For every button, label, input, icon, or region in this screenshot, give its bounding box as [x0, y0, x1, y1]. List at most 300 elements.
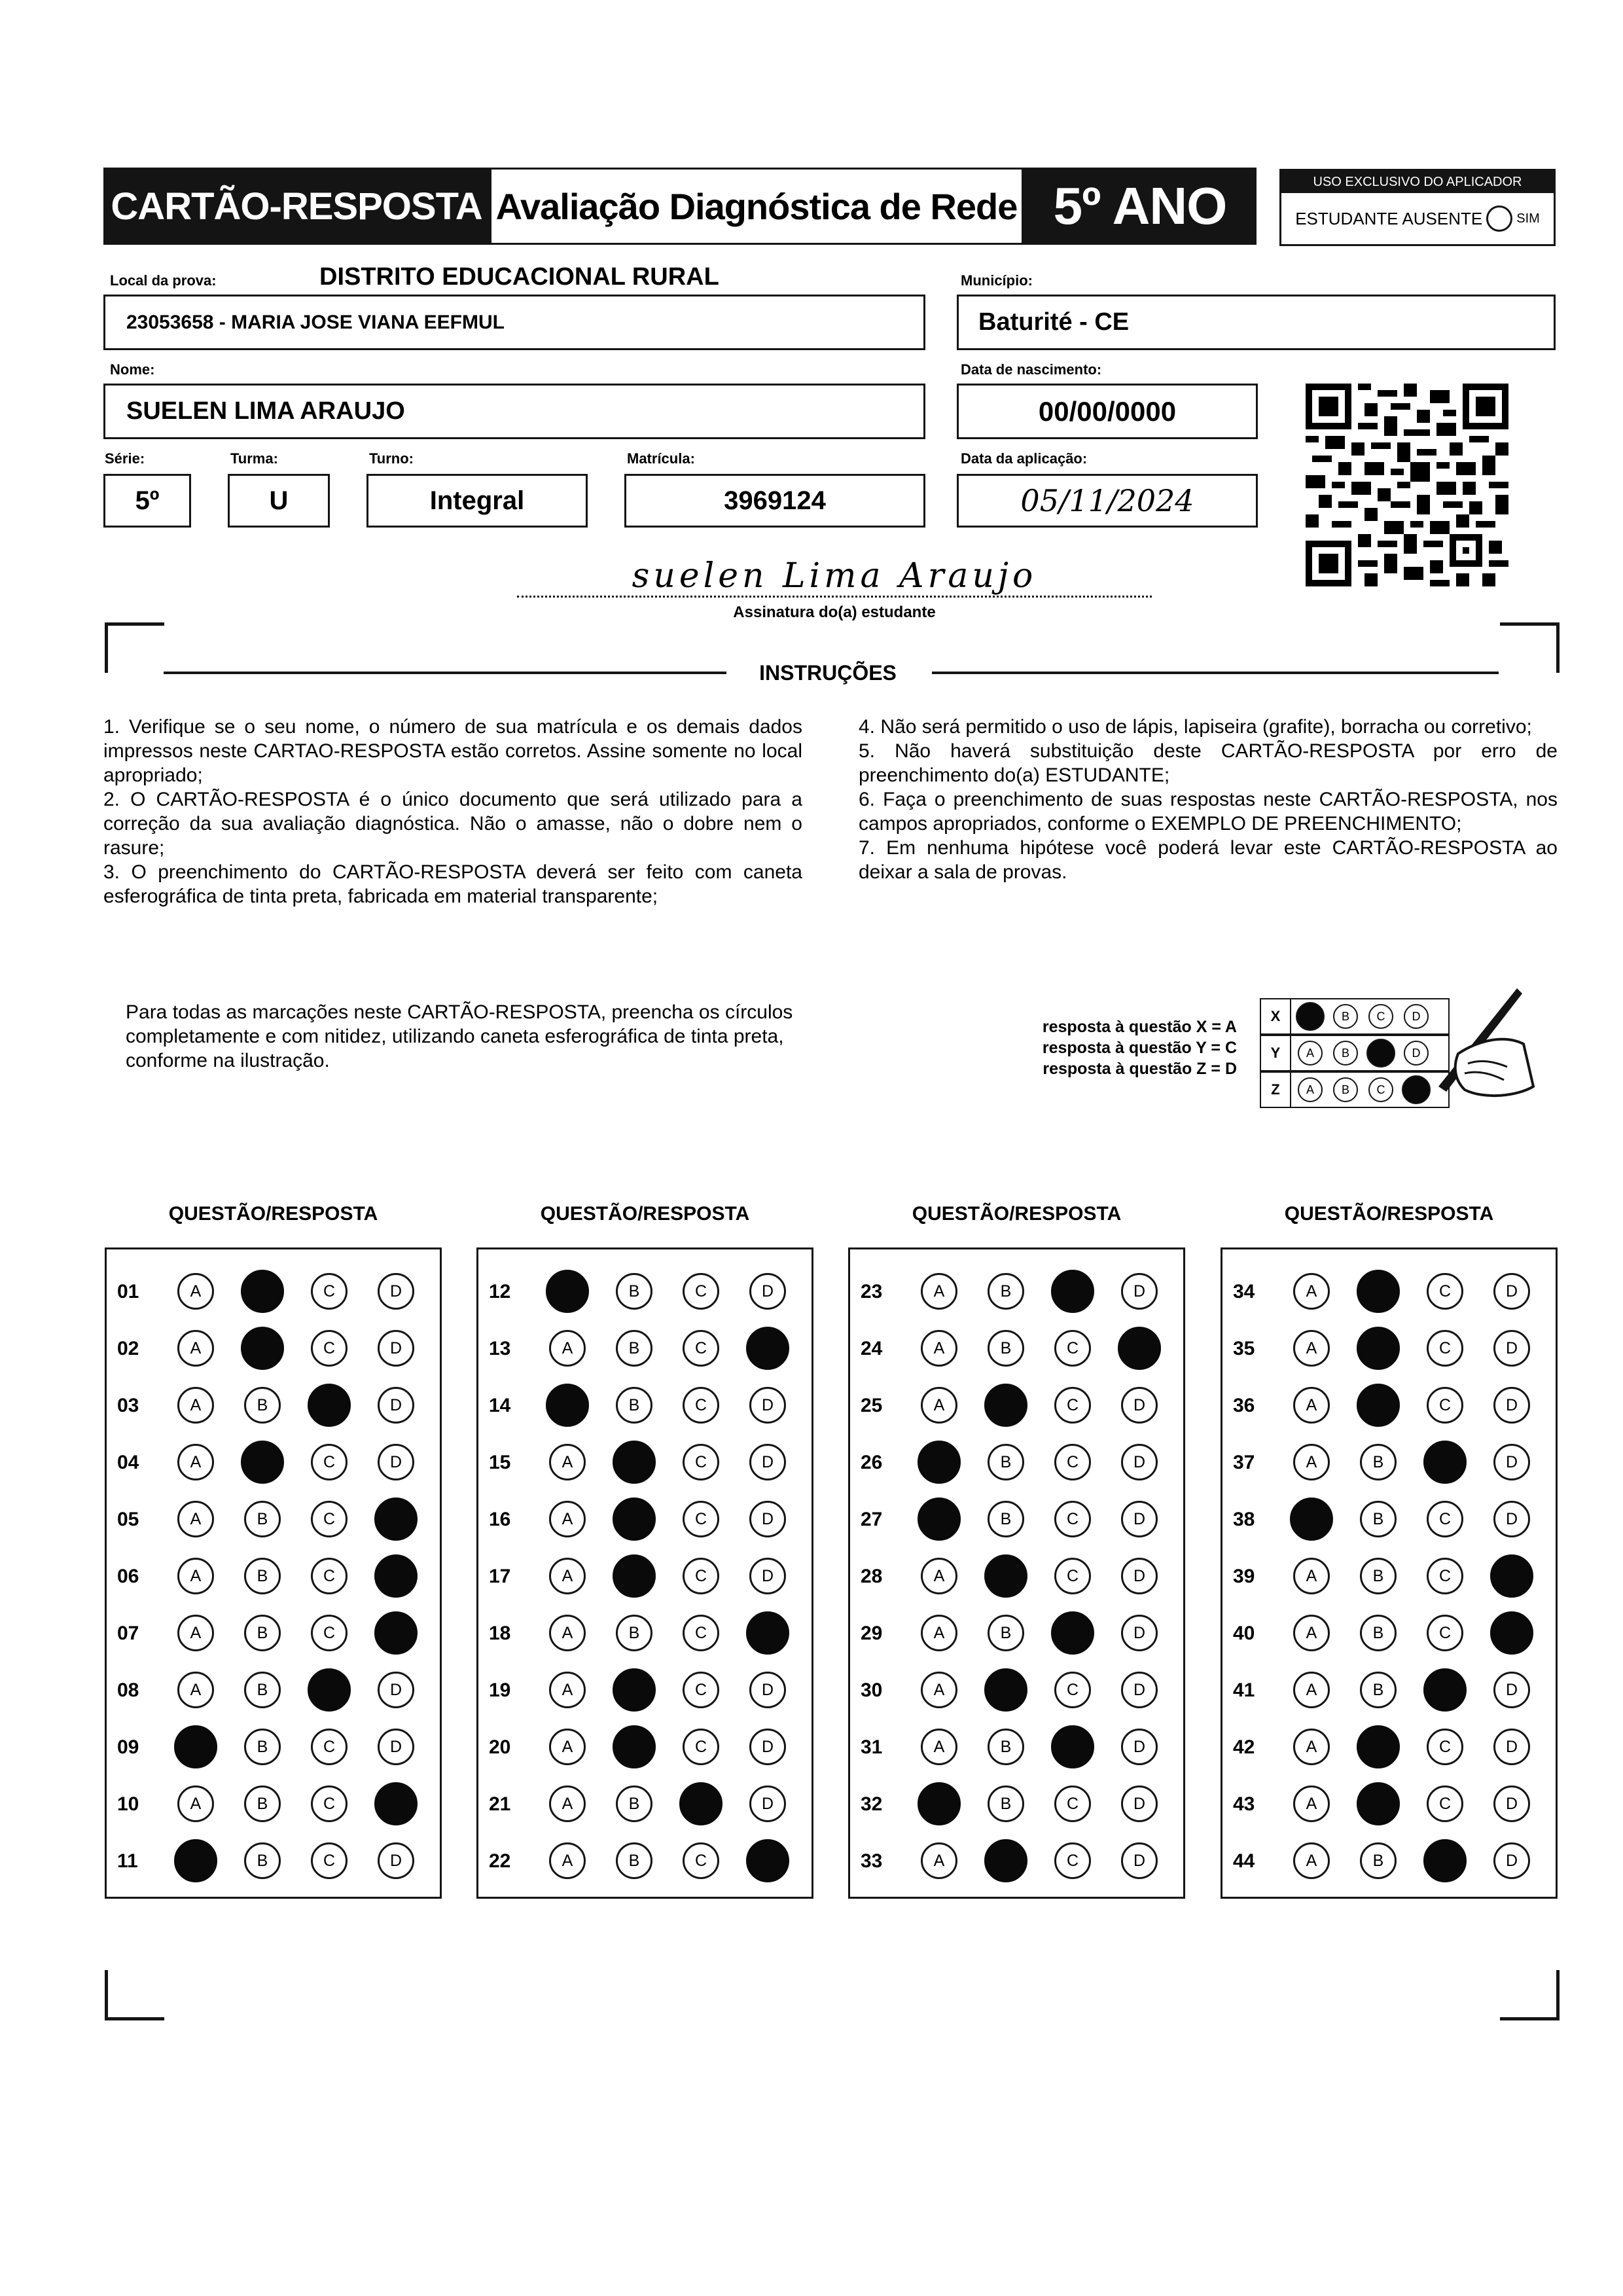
- bubble-12-B[interactable]: B: [616, 1273, 652, 1310]
- bubble-24-B[interactable]: B: [988, 1330, 1024, 1367]
- question-row-19: [478, 1672, 812, 1710]
- bubble-44-A[interactable]: A: [1293, 1842, 1330, 1879]
- bubble-31-D[interactable]: D: [1121, 1729, 1158, 1765]
- bubble-23-B[interactable]: B: [988, 1273, 1024, 1310]
- answer-panel-1: [105, 1247, 442, 1899]
- question-number: 22: [489, 1850, 511, 1872]
- instruction-1: 1. Verifique se o seu nome, o número de sua matrícula e os demais dados impressos neste CARTAO-RESPOSTA estão corretos. Assine somente no local apropriado;: [103, 716, 802, 786]
- bubble-10-D[interactable]: [374, 1782, 418, 1825]
- question-row-35: [1222, 1330, 1556, 1368]
- bubble-25-B[interactable]: [984, 1384, 1027, 1427]
- bubble-15-D[interactable]: D: [749, 1444, 786, 1480]
- question-row-27: [850, 1501, 1183, 1539]
- bubble-24-D[interactable]: [1118, 1327, 1161, 1370]
- bubble-43-A[interactable]: A: [1293, 1785, 1330, 1822]
- question-number: 06: [117, 1566, 139, 1587]
- question-row-32: [850, 1785, 1183, 1823]
- absent-label: ESTUDANTE AUSENTE: [1295, 208, 1483, 228]
- bubble-09-A[interactable]: [174, 1725, 217, 1768]
- bubble-20-A[interactable]: A: [549, 1729, 586, 1765]
- nascimento-field: [957, 384, 1258, 439]
- bubble-40-D[interactable]: [1490, 1611, 1533, 1655]
- question-row-40: [1222, 1615, 1556, 1653]
- bubble-08-A[interactable]: A: [177, 1672, 214, 1708]
- bubble-07-C[interactable]: C: [311, 1615, 348, 1651]
- bubble-28-C[interactable]: C: [1054, 1558, 1091, 1594]
- bubble-06-A[interactable]: A: [177, 1558, 214, 1594]
- question-number: 07: [117, 1623, 139, 1644]
- instruction-4: 4. Não será permitido o uso de lápis, lapiseira (grafite), borracha ou corretivo;: [859, 716, 1532, 738]
- school-value: 23053658 - MARIA JOSE VIANA EEFMUL: [126, 311, 505, 333]
- bubble-43-D[interactable]: D: [1493, 1785, 1530, 1822]
- answer-column-title-2: QUESTÃO/RESPOSTA: [540, 1203, 750, 1225]
- municipio-value: Baturité - CE: [978, 308, 1130, 336]
- bubble-41-B[interactable]: B: [1360, 1672, 1397, 1708]
- bubble-35-B[interactable]: [1357, 1327, 1400, 1370]
- instruction-3: 3. O preenchimento do CARTÃO-RESPOSTA deverá ser feito com caneta esferográfica de tinta preta, fabricada em material transparente;: [103, 861, 802, 907]
- bubble-38-B[interactable]: B: [1360, 1501, 1397, 1537]
- bubble-20-B[interactable]: [613, 1725, 656, 1768]
- bubble-21-C[interactable]: [679, 1782, 722, 1825]
- bubble-29-C[interactable]: [1051, 1611, 1094, 1655]
- bubble-19-A[interactable]: A: [549, 1672, 586, 1708]
- question-number: 19: [489, 1679, 511, 1701]
- bubble-06-C[interactable]: C: [311, 1558, 348, 1594]
- bubble-39-B[interactable]: B: [1360, 1558, 1397, 1594]
- question-row-36: [1222, 1387, 1556, 1425]
- card-title: CARTÃO-RESPOSTA: [103, 168, 490, 245]
- bubble-16-A[interactable]: A: [549, 1501, 586, 1537]
- question-number: 05: [117, 1509, 139, 1530]
- bubble-42-D[interactable]: D: [1493, 1729, 1530, 1765]
- bubble-26-D[interactable]: D: [1121, 1444, 1158, 1480]
- example-bubble-X-B: B: [1333, 1004, 1358, 1029]
- bubble-23-C[interactable]: [1051, 1270, 1094, 1313]
- bubble-27-C[interactable]: C: [1054, 1501, 1091, 1537]
- question-number: 30: [861, 1679, 883, 1701]
- bubble-01-A[interactable]: A: [177, 1273, 214, 1310]
- bubble-34-A[interactable]: A: [1293, 1273, 1330, 1310]
- applicator-box: [1279, 169, 1556, 246]
- bubble-19-B[interactable]: [613, 1668, 656, 1712]
- bubble-43-B[interactable]: [1357, 1782, 1400, 1825]
- bubble-03-D[interactable]: D: [378, 1387, 414, 1424]
- turma-field: [228, 474, 330, 528]
- bubble-44-B[interactable]: B: [1360, 1842, 1397, 1879]
- question-row-13: [478, 1330, 812, 1368]
- question-row-23: [850, 1273, 1183, 1311]
- question-row-15: [478, 1444, 812, 1482]
- bubble-17-D[interactable]: D: [749, 1558, 786, 1594]
- question-number: 37: [1233, 1452, 1255, 1473]
- answer-column-title-3: QUESTÃO/RESPOSTA: [912, 1203, 1122, 1225]
- question-row-37: [1222, 1444, 1556, 1482]
- bubble-11-A[interactable]: [174, 1839, 217, 1882]
- bubble-17-A[interactable]: A: [549, 1558, 586, 1594]
- bubble-41-C[interactable]: [1423, 1668, 1467, 1712]
- bubble-40-C[interactable]: C: [1427, 1615, 1463, 1651]
- absent-checkbox[interactable]: [1486, 206, 1512, 232]
- question-number: 02: [117, 1338, 139, 1359]
- question-number: 09: [117, 1736, 139, 1758]
- bubble-10-A[interactable]: A: [177, 1785, 214, 1822]
- example-bubble-Y-A: A: [1298, 1041, 1323, 1066]
- bubble-35-D[interactable]: D: [1493, 1330, 1530, 1367]
- bubble-41-D[interactable]: D: [1493, 1672, 1530, 1708]
- question-number: 04: [117, 1452, 139, 1473]
- bubble-19-D[interactable]: D: [749, 1672, 786, 1708]
- bubble-26-B[interactable]: B: [988, 1444, 1024, 1480]
- bubble-03-C[interactable]: [308, 1384, 351, 1427]
- bubble-12-A[interactable]: [546, 1270, 589, 1313]
- question-row-34: [1222, 1273, 1556, 1311]
- bubble-28-A[interactable]: A: [921, 1558, 957, 1594]
- corner-mark-bottom-right: [1500, 1970, 1560, 2020]
- question-row-41: [1222, 1672, 1556, 1710]
- bubble-33-B[interactable]: [984, 1839, 1027, 1882]
- question-row-06: [107, 1558, 440, 1596]
- question-number: 35: [1233, 1338, 1255, 1359]
- serie-label: Série:: [105, 450, 145, 467]
- example-legend: [969, 1016, 1237, 1079]
- bubble-31-A[interactable]: A: [921, 1729, 957, 1765]
- bubble-17-B[interactable]: [613, 1554, 656, 1598]
- question-row-28: [850, 1558, 1183, 1596]
- bubble-39-C[interactable]: C: [1427, 1558, 1463, 1594]
- bubble-08-C[interactable]: [308, 1668, 351, 1712]
- bubble-42-A[interactable]: A: [1293, 1729, 1330, 1765]
- bubble-10-C[interactable]: C: [311, 1785, 348, 1822]
- bubble-33-A[interactable]: A: [921, 1842, 957, 1879]
- serie-field: [103, 474, 191, 528]
- exam-title: Avaliação Diagnóstica de Rede: [490, 168, 1024, 245]
- bubble-04-C[interactable]: C: [311, 1444, 348, 1480]
- bubble-38-A[interactable]: [1290, 1498, 1333, 1541]
- bubble-07-D[interactable]: [374, 1611, 418, 1655]
- bubble-33-C[interactable]: C: [1054, 1842, 1091, 1879]
- answer-column-title-1: QUESTÃO/RESPOSTA: [168, 1203, 378, 1225]
- bubble-36-A[interactable]: A: [1293, 1387, 1330, 1424]
- bubble-23-A[interactable]: A: [921, 1273, 957, 1310]
- bubble-25-A[interactable]: A: [921, 1387, 957, 1424]
- bubble-37-A[interactable]: A: [1293, 1444, 1330, 1480]
- local-value: DISTRITO EDUCACIONAL RURAL: [319, 263, 719, 291]
- bubble-31-C[interactable]: [1051, 1725, 1094, 1768]
- bubble-13-A[interactable]: A: [549, 1330, 586, 1367]
- turma-label: Turma:: [230, 450, 278, 467]
- bubble-05-A[interactable]: A: [177, 1501, 214, 1537]
- bubble-24-C[interactable]: C: [1054, 1330, 1091, 1367]
- bubble-13-D[interactable]: [746, 1327, 789, 1370]
- question-number: 34: [1233, 1281, 1255, 1302]
- bubble-18-B[interactable]: B: [616, 1615, 652, 1651]
- bubble-22-C[interactable]: C: [683, 1842, 719, 1879]
- example-row-label-X: X: [1260, 998, 1291, 1035]
- bubble-22-D[interactable]: [746, 1839, 789, 1882]
- bubble-37-C[interactable]: [1423, 1441, 1467, 1484]
- instructions-rule-right: [932, 672, 1499, 674]
- question-number: 31: [861, 1736, 883, 1758]
- bubble-22-A[interactable]: A: [549, 1842, 586, 1879]
- local-label: Local da prova:: [110, 272, 217, 289]
- bubble-02-B[interactable]: [241, 1327, 284, 1370]
- instruction-6: 6. Faça o preenchimento de suas respostas neste CARTÃO-RESPOSTA, nos campos apropriados, conforme o EXEMPLO DE PREENCHIMENTO;: [859, 789, 1558, 834]
- bubble-06-D[interactable]: [374, 1554, 418, 1598]
- bubble-12-C[interactable]: C: [683, 1273, 719, 1310]
- question-row-11: [107, 1842, 440, 1880]
- question-row-26: [850, 1444, 1183, 1482]
- bubble-09-B[interactable]: B: [244, 1729, 281, 1765]
- question-number: 17: [489, 1566, 511, 1587]
- bubble-34-C[interactable]: C: [1427, 1273, 1463, 1310]
- question-row-05: [107, 1501, 440, 1539]
- bubble-16-D[interactable]: D: [749, 1501, 786, 1537]
- question-row-08: [107, 1672, 440, 1710]
- bubble-02-C[interactable]: C: [311, 1330, 348, 1367]
- question-number: 13: [489, 1338, 511, 1359]
- matricula-field: [624, 474, 925, 528]
- question-row-04: [107, 1444, 440, 1482]
- question-row-29: [850, 1615, 1183, 1653]
- bubble-37-B[interactable]: B: [1360, 1444, 1397, 1480]
- instructions-rule-left: [164, 672, 726, 674]
- question-number: 26: [861, 1452, 883, 1473]
- bubble-32-D[interactable]: D: [1121, 1785, 1158, 1822]
- question-number: 40: [1233, 1623, 1255, 1644]
- question-number: 39: [1233, 1566, 1255, 1587]
- question-number: 28: [861, 1566, 883, 1587]
- example-bubble-Z-B: B: [1333, 1077, 1358, 1102]
- question-number: 29: [861, 1623, 883, 1644]
- nome-label: Nome:: [110, 361, 155, 378]
- bubble-04-B[interactable]: [241, 1441, 284, 1484]
- question-row-02: [107, 1330, 440, 1368]
- bubble-16-C[interactable]: C: [683, 1501, 719, 1537]
- question-number: 27: [861, 1509, 883, 1530]
- question-row-09: [107, 1729, 440, 1767]
- bubble-05-C[interactable]: C: [311, 1501, 348, 1537]
- bubble-11-D[interactable]: D: [378, 1842, 414, 1879]
- example-bubble-Y-C: [1366, 1039, 1395, 1067]
- bubble-39-A[interactable]: A: [1293, 1558, 1330, 1594]
- bubble-09-C[interactable]: C: [311, 1729, 348, 1765]
- bubble-14-C[interactable]: C: [683, 1387, 719, 1424]
- bubble-09-D[interactable]: D: [378, 1729, 414, 1765]
- bubble-03-A[interactable]: A: [177, 1387, 214, 1424]
- bubble-42-B[interactable]: [1357, 1725, 1400, 1768]
- bubble-30-D[interactable]: D: [1121, 1672, 1158, 1708]
- aplicacao-label: Data da aplicação:: [961, 450, 1088, 467]
- bubble-33-D[interactable]: D: [1121, 1842, 1158, 1879]
- question-row-33: [850, 1842, 1183, 1880]
- nascimento-value: 00/00/0000: [1038, 395, 1177, 427]
- bubble-34-B[interactable]: [1357, 1270, 1400, 1313]
- question-number: 43: [1233, 1793, 1255, 1815]
- bubble-29-A[interactable]: A: [921, 1615, 957, 1651]
- signature-value: suelen Lima Araujo: [632, 556, 1037, 596]
- bubble-05-B[interactable]: B: [244, 1501, 281, 1537]
- bubble-15-A[interactable]: A: [549, 1444, 586, 1480]
- answer-panel-4: [1221, 1247, 1558, 1899]
- bubble-07-B[interactable]: B: [244, 1615, 281, 1651]
- bubble-13-C[interactable]: C: [683, 1330, 719, 1367]
- question-row-39: [1222, 1558, 1556, 1596]
- bubble-26-C[interactable]: C: [1054, 1444, 1091, 1480]
- bubble-01-B[interactable]: [241, 1270, 284, 1313]
- bubble-15-C[interactable]: C: [683, 1444, 719, 1480]
- bubble-35-C[interactable]: C: [1427, 1330, 1463, 1367]
- question-row-17: [478, 1558, 812, 1596]
- bubble-38-D[interactable]: D: [1493, 1501, 1530, 1537]
- example-bubble-X-A: [1296, 1002, 1325, 1031]
- bubble-31-B[interactable]: B: [988, 1729, 1024, 1765]
- aplicacao-value: 05/11/2024: [1020, 483, 1194, 518]
- bubble-14-B[interactable]: B: [616, 1387, 652, 1424]
- question-number: 32: [861, 1793, 883, 1815]
- bubble-21-A[interactable]: A: [549, 1785, 586, 1822]
- bubble-25-D[interactable]: D: [1121, 1387, 1158, 1424]
- question-row-31: [850, 1729, 1183, 1767]
- bubble-29-D[interactable]: D: [1121, 1615, 1158, 1651]
- bubble-28-B[interactable]: [984, 1554, 1027, 1598]
- bubble-37-D[interactable]: D: [1493, 1444, 1530, 1480]
- bubble-11-C[interactable]: C: [311, 1842, 348, 1879]
- bubble-07-A[interactable]: A: [177, 1615, 214, 1651]
- bubble-28-D[interactable]: D: [1121, 1558, 1158, 1594]
- question-row-42: [1222, 1729, 1556, 1767]
- bubble-43-C[interactable]: C: [1427, 1785, 1463, 1822]
- bubble-41-A[interactable]: A: [1293, 1672, 1330, 1708]
- bubble-40-B[interactable]: B: [1360, 1615, 1397, 1651]
- question-number: 15: [489, 1452, 511, 1473]
- bubble-29-B[interactable]: B: [988, 1615, 1024, 1651]
- answer-panel-2: [476, 1247, 813, 1899]
- question-row-44: [1222, 1842, 1556, 1880]
- bubble-27-A[interactable]: [918, 1498, 961, 1541]
- example-row-label-Z: Z: [1260, 1071, 1291, 1108]
- example-bubble-Y-B: B: [1333, 1041, 1358, 1066]
- bubble-17-C[interactable]: C: [683, 1558, 719, 1594]
- school-field: [103, 295, 925, 350]
- instructions-right: [859, 715, 1558, 884]
- question-number: 12: [489, 1281, 511, 1302]
- bubble-11-B[interactable]: B: [244, 1842, 281, 1879]
- bubble-30-C[interactable]: C: [1054, 1672, 1091, 1708]
- bubble-12-D[interactable]: D: [749, 1273, 786, 1310]
- bubble-30-B[interactable]: [984, 1668, 1027, 1712]
- bubble-25-C[interactable]: C: [1054, 1387, 1091, 1424]
- bubble-20-C[interactable]: C: [683, 1729, 719, 1765]
- question-row-22: [478, 1842, 812, 1880]
- aplicacao-field[interactable]: [957, 474, 1258, 528]
- answer-panel-3: [848, 1247, 1185, 1899]
- bubble-39-D[interactable]: [1490, 1554, 1533, 1598]
- question-row-03: [107, 1387, 440, 1425]
- instruction-2: 2. O CARTÃO-RESPOSTA é o único documento que será utilizado para a correção da sua avaliação diagnóstica. Não o amasse, não o dobre nem o rasure;: [103, 789, 802, 859]
- bubble-24-A[interactable]: A: [921, 1330, 957, 1367]
- bubble-21-D[interactable]: D: [749, 1785, 786, 1822]
- bubble-44-D[interactable]: D: [1493, 1842, 1530, 1879]
- bubble-14-A[interactable]: [546, 1384, 589, 1427]
- bubble-08-B[interactable]: B: [244, 1672, 281, 1708]
- question-number: 25: [861, 1395, 883, 1416]
- qr-code: [1306, 384, 1508, 586]
- bubble-18-C[interactable]: C: [683, 1615, 719, 1651]
- serie-value: 5º: [135, 486, 160, 515]
- signature-label: Assinatura do(a) estudante: [733, 603, 936, 621]
- question-row-07: [107, 1615, 440, 1653]
- bubble-05-D[interactable]: [374, 1498, 418, 1541]
- bubble-23-D[interactable]: D: [1121, 1273, 1158, 1310]
- bubble-01-C[interactable]: C: [311, 1273, 348, 1310]
- bubble-36-D[interactable]: D: [1493, 1387, 1530, 1424]
- bubble-14-D[interactable]: D: [749, 1387, 786, 1424]
- bubble-44-C[interactable]: [1423, 1839, 1467, 1882]
- bubble-30-A[interactable]: A: [921, 1672, 957, 1708]
- turno-field: [366, 474, 588, 528]
- question-row-12: [478, 1273, 812, 1311]
- bubble-16-B[interactable]: [613, 1498, 656, 1541]
- bubble-04-A[interactable]: A: [177, 1444, 214, 1480]
- question-row-21: [478, 1785, 812, 1823]
- pen-hand-illustration: [1419, 982, 1543, 1106]
- bubble-19-C[interactable]: C: [683, 1672, 719, 1708]
- municipio-label: Município:: [961, 272, 1033, 289]
- question-number: 36: [1233, 1395, 1255, 1416]
- bubble-06-B[interactable]: B: [244, 1558, 281, 1594]
- signature-line: [517, 596, 1152, 598]
- bubble-21-B[interactable]: B: [616, 1785, 652, 1822]
- bubble-03-B[interactable]: B: [244, 1387, 281, 1424]
- instructions-left: [103, 715, 802, 908]
- bubble-22-B[interactable]: B: [616, 1842, 652, 1879]
- bubble-32-C[interactable]: C: [1054, 1785, 1091, 1822]
- bubble-36-C[interactable]: C: [1427, 1387, 1463, 1424]
- bubble-04-D[interactable]: D: [378, 1444, 414, 1480]
- bubble-32-B[interactable]: B: [988, 1785, 1024, 1822]
- bubble-01-D[interactable]: D: [378, 1273, 414, 1310]
- bubble-10-B[interactable]: B: [244, 1785, 281, 1822]
- bubble-13-B[interactable]: B: [616, 1330, 652, 1367]
- question-row-14: [478, 1387, 812, 1425]
- bubble-40-A[interactable]: A: [1293, 1615, 1330, 1651]
- bubble-18-D[interactable]: [746, 1611, 789, 1655]
- example-bubble-Z-A: A: [1298, 1077, 1323, 1102]
- question-number: 38: [1233, 1509, 1255, 1530]
- bubble-02-D[interactable]: D: [378, 1330, 414, 1367]
- applicator-box-title: USO EXCLUSIVO DO APLICADOR: [1281, 171, 1554, 193]
- question-number: 21: [489, 1793, 511, 1815]
- corner-mark-top-left: [105, 622, 164, 673]
- municipio-field: [957, 295, 1556, 350]
- bubble-27-B[interactable]: B: [988, 1501, 1024, 1537]
- bubble-32-A[interactable]: [918, 1782, 961, 1825]
- bubble-15-B[interactable]: [613, 1441, 656, 1484]
- bubble-34-D[interactable]: D: [1493, 1273, 1530, 1310]
- bubble-20-D[interactable]: D: [749, 1729, 786, 1765]
- example-row-label-Y: Y: [1260, 1035, 1291, 1071]
- bubble-27-D[interactable]: D: [1121, 1501, 1158, 1537]
- bubble-18-A[interactable]: A: [549, 1615, 586, 1651]
- bubble-38-C[interactable]: C: [1427, 1501, 1463, 1537]
- bubble-36-B[interactable]: [1357, 1384, 1400, 1427]
- turno-label: Turno:: [369, 450, 414, 467]
- bubble-42-C[interactable]: C: [1427, 1729, 1463, 1765]
- bubble-26-A[interactable]: [918, 1441, 961, 1484]
- bubble-08-D[interactable]: D: [378, 1672, 414, 1708]
- bubble-02-A[interactable]: A: [177, 1330, 214, 1367]
- bubble-35-A[interactable]: A: [1293, 1330, 1330, 1367]
